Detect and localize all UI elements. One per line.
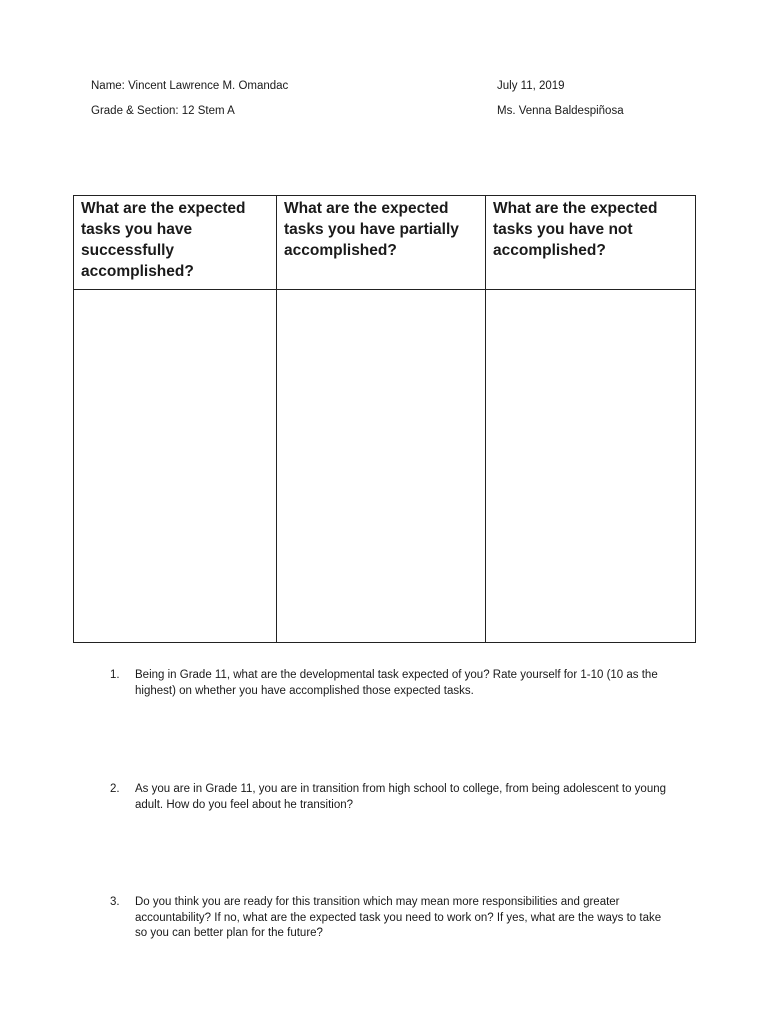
answer-cell-partially-accomplished	[277, 290, 486, 643]
task-table	[73, 195, 696, 643]
task-table-header-row	[74, 196, 696, 290]
question-number: 1.	[110, 669, 120, 681]
question-item	[110, 782, 670, 813]
student-name: Name: Vincent Lawrence M. Omandac	[91, 80, 289, 92]
column-header-partially-accomplished: What are the expected tasks you have partially accomplished?	[277, 196, 486, 290]
question-number: 2.	[110, 783, 120, 795]
question-text: Do you think you are ready for this transition which may mean more responsibilities and greater accountability? If no, what are the expected task you need to work on? If yes, what are the ways to take so you can better plan for the future?	[135, 896, 662, 939]
answer-cell-not-accomplished	[486, 290, 696, 643]
grade-section: Grade & Section: 12 Stem A	[91, 105, 235, 117]
teacher-name: Ms. Venna Baldespiñosa	[497, 105, 624, 117]
question-number: 3.	[110, 896, 120, 908]
answer-cell-successfully-accomplished	[74, 290, 277, 643]
question-text: As you are in Grade 11, you are in transition from high school to college, from being adolescent to young adult. How do you feel about he transition?	[135, 783, 667, 811]
column-header-not-accomplished: What are the expected tasks you have not accomplished?	[486, 196, 696, 290]
task-table-answer-row	[74, 290, 696, 643]
column-header-successfully-accomplished: What are the expected tasks you have successfully accomplished?	[74, 196, 277, 290]
question-item	[110, 895, 670, 942]
question-item	[110, 668, 670, 699]
document-date: July 11, 2019	[497, 80, 565, 92]
question-text: Being in Grade 11, what are the developmental task expected of you? Rate yourself for 1-10 (10 as the highest) on whether you have accomplished those expected tasks.	[135, 669, 658, 697]
